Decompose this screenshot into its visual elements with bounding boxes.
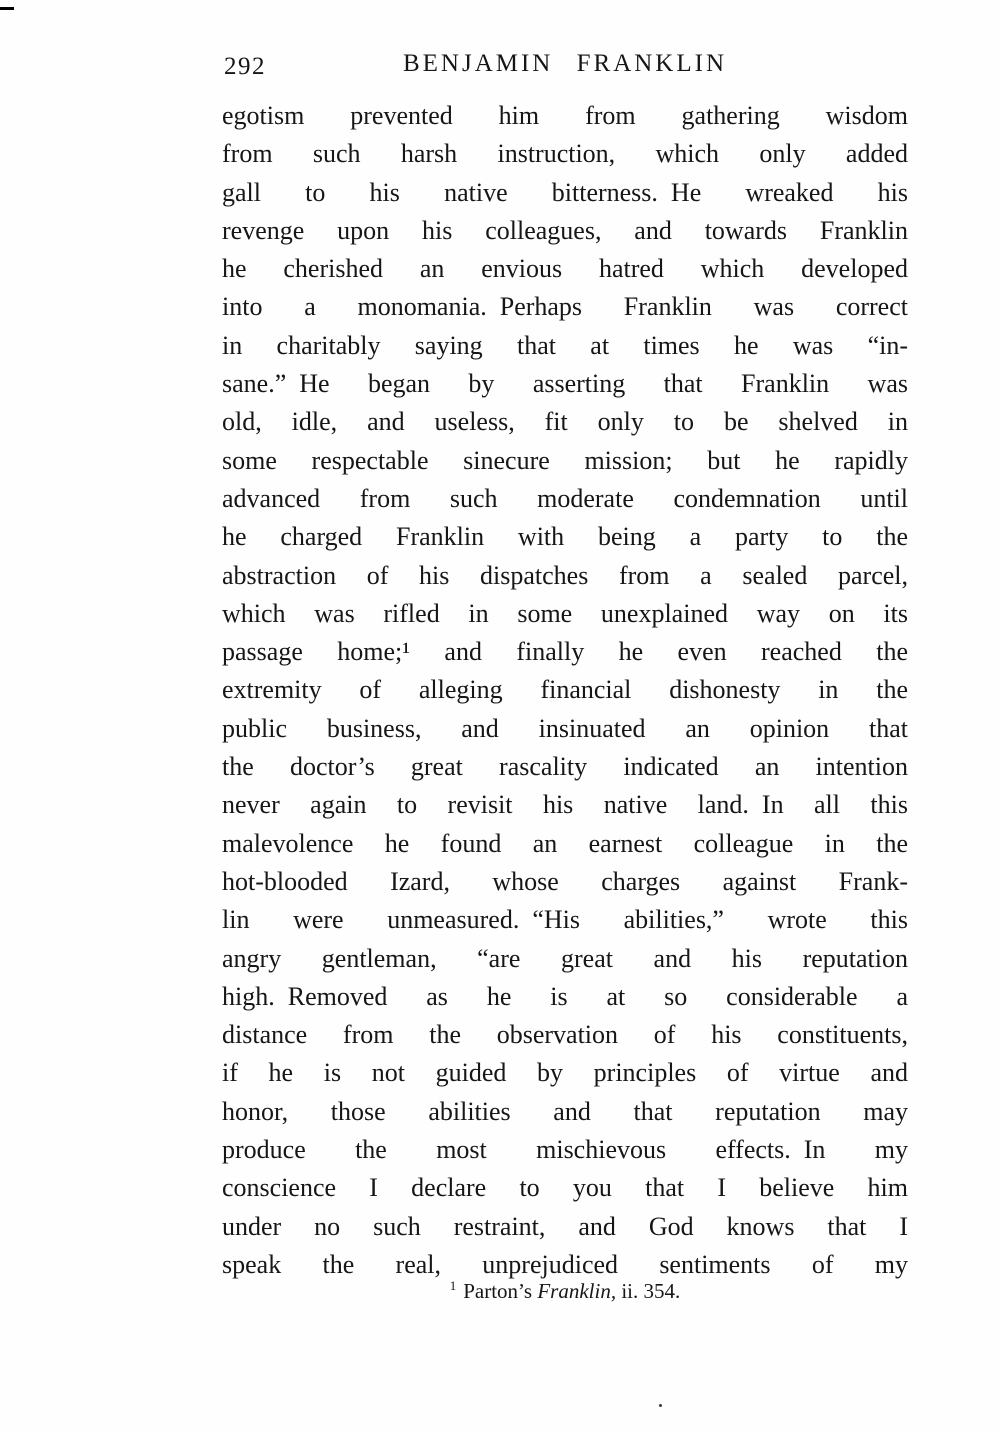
body-line: distance from the observation of his constituents,: [222, 1020, 908, 1050]
scan-artifact-top-left: [0, 7, 14, 10]
body-line: hot-blooded Izard, whose charges against Frank-: [222, 866, 908, 896]
body-line: gall to his native bitterness. He wreaked his: [222, 177, 908, 207]
body-line: angry gentleman, “are great and his reputation: [222, 943, 908, 973]
footnote: [222, 1278, 908, 1304]
body-line: revenge upon his colleagues, and towards Franklin: [222, 215, 908, 245]
body-line: into a monomania. Perhaps Franklin was correct: [222, 292, 908, 322]
body-line: under no such restraint, and God knows that I: [222, 1211, 908, 1241]
page-header: [222, 50, 908, 84]
page-number: 292: [224, 53, 266, 80]
body-line: the doctor’s great rascality indicated an intention: [222, 752, 908, 782]
body-line: extremity of alleging financial dishonesty in the: [222, 675, 908, 705]
body-line: egotism prevented him from gathering wisdom: [222, 101, 908, 130]
scan-artifact-speck: [659, 1404, 662, 1407]
body-line: sane.” He began by asserting that Franklin was: [222, 369, 908, 399]
body-line: never again to revisit his native land. In all this: [222, 790, 908, 820]
body-line: from such harsh instruction, which only added: [222, 139, 908, 169]
footnote-text-post: ii. 354.: [616, 1279, 681, 1303]
body-line: lin were unmeasured. “His abilities,” wrote this: [222, 905, 908, 935]
body-line: high. Removed as he is at so considerable a: [222, 981, 908, 1011]
body-line: he cherished an envious hatred which developed: [222, 254, 908, 284]
body-line: if he is not guided by principles of virtue and: [222, 1058, 908, 1088]
body-line: conscience I declare to you that I believe him: [222, 1173, 908, 1203]
body-line: malevolence he found an earnest colleague in the: [222, 828, 908, 858]
footnote-text-italic: Franklin,: [532, 1279, 617, 1303]
body-line: produce the most mischievous effects. In my: [222, 1135, 908, 1165]
footnote-marker: 1: [449, 1278, 457, 1293]
body-line: some respectable sinecure mission; but he rapidly: [222, 445, 908, 475]
body-line: abstraction of his dispatches from a sealed parcel,: [222, 560, 908, 590]
body-line: old, idle, and useless, fit only to be shelved in: [222, 407, 908, 437]
body-line: honor, those abilities and that reputation may: [222, 1096, 908, 1126]
body-line: public business, and insinuated an opinion that: [222, 713, 908, 743]
body-line: in charitably saying that at times he was “in-: [222, 330, 908, 360]
body-line: speak the real, unprejudiced sentiments of my: [222, 1249, 908, 1279]
body-line: which was rifled in some unexplained way on its: [222, 598, 908, 628]
body-text: [222, 97, 908, 1284]
running-header-title: BENJAMIN FRANKLIN: [402, 50, 728, 77]
footnote-text-pre: Parton’s: [463, 1279, 533, 1303]
body-line: passage home;¹ and finally he even reached the: [222, 637, 908, 667]
body-line: he charged Franklin with being a party to the: [222, 522, 908, 552]
body-line: advanced from such moderate condemnation until: [222, 483, 908, 513]
